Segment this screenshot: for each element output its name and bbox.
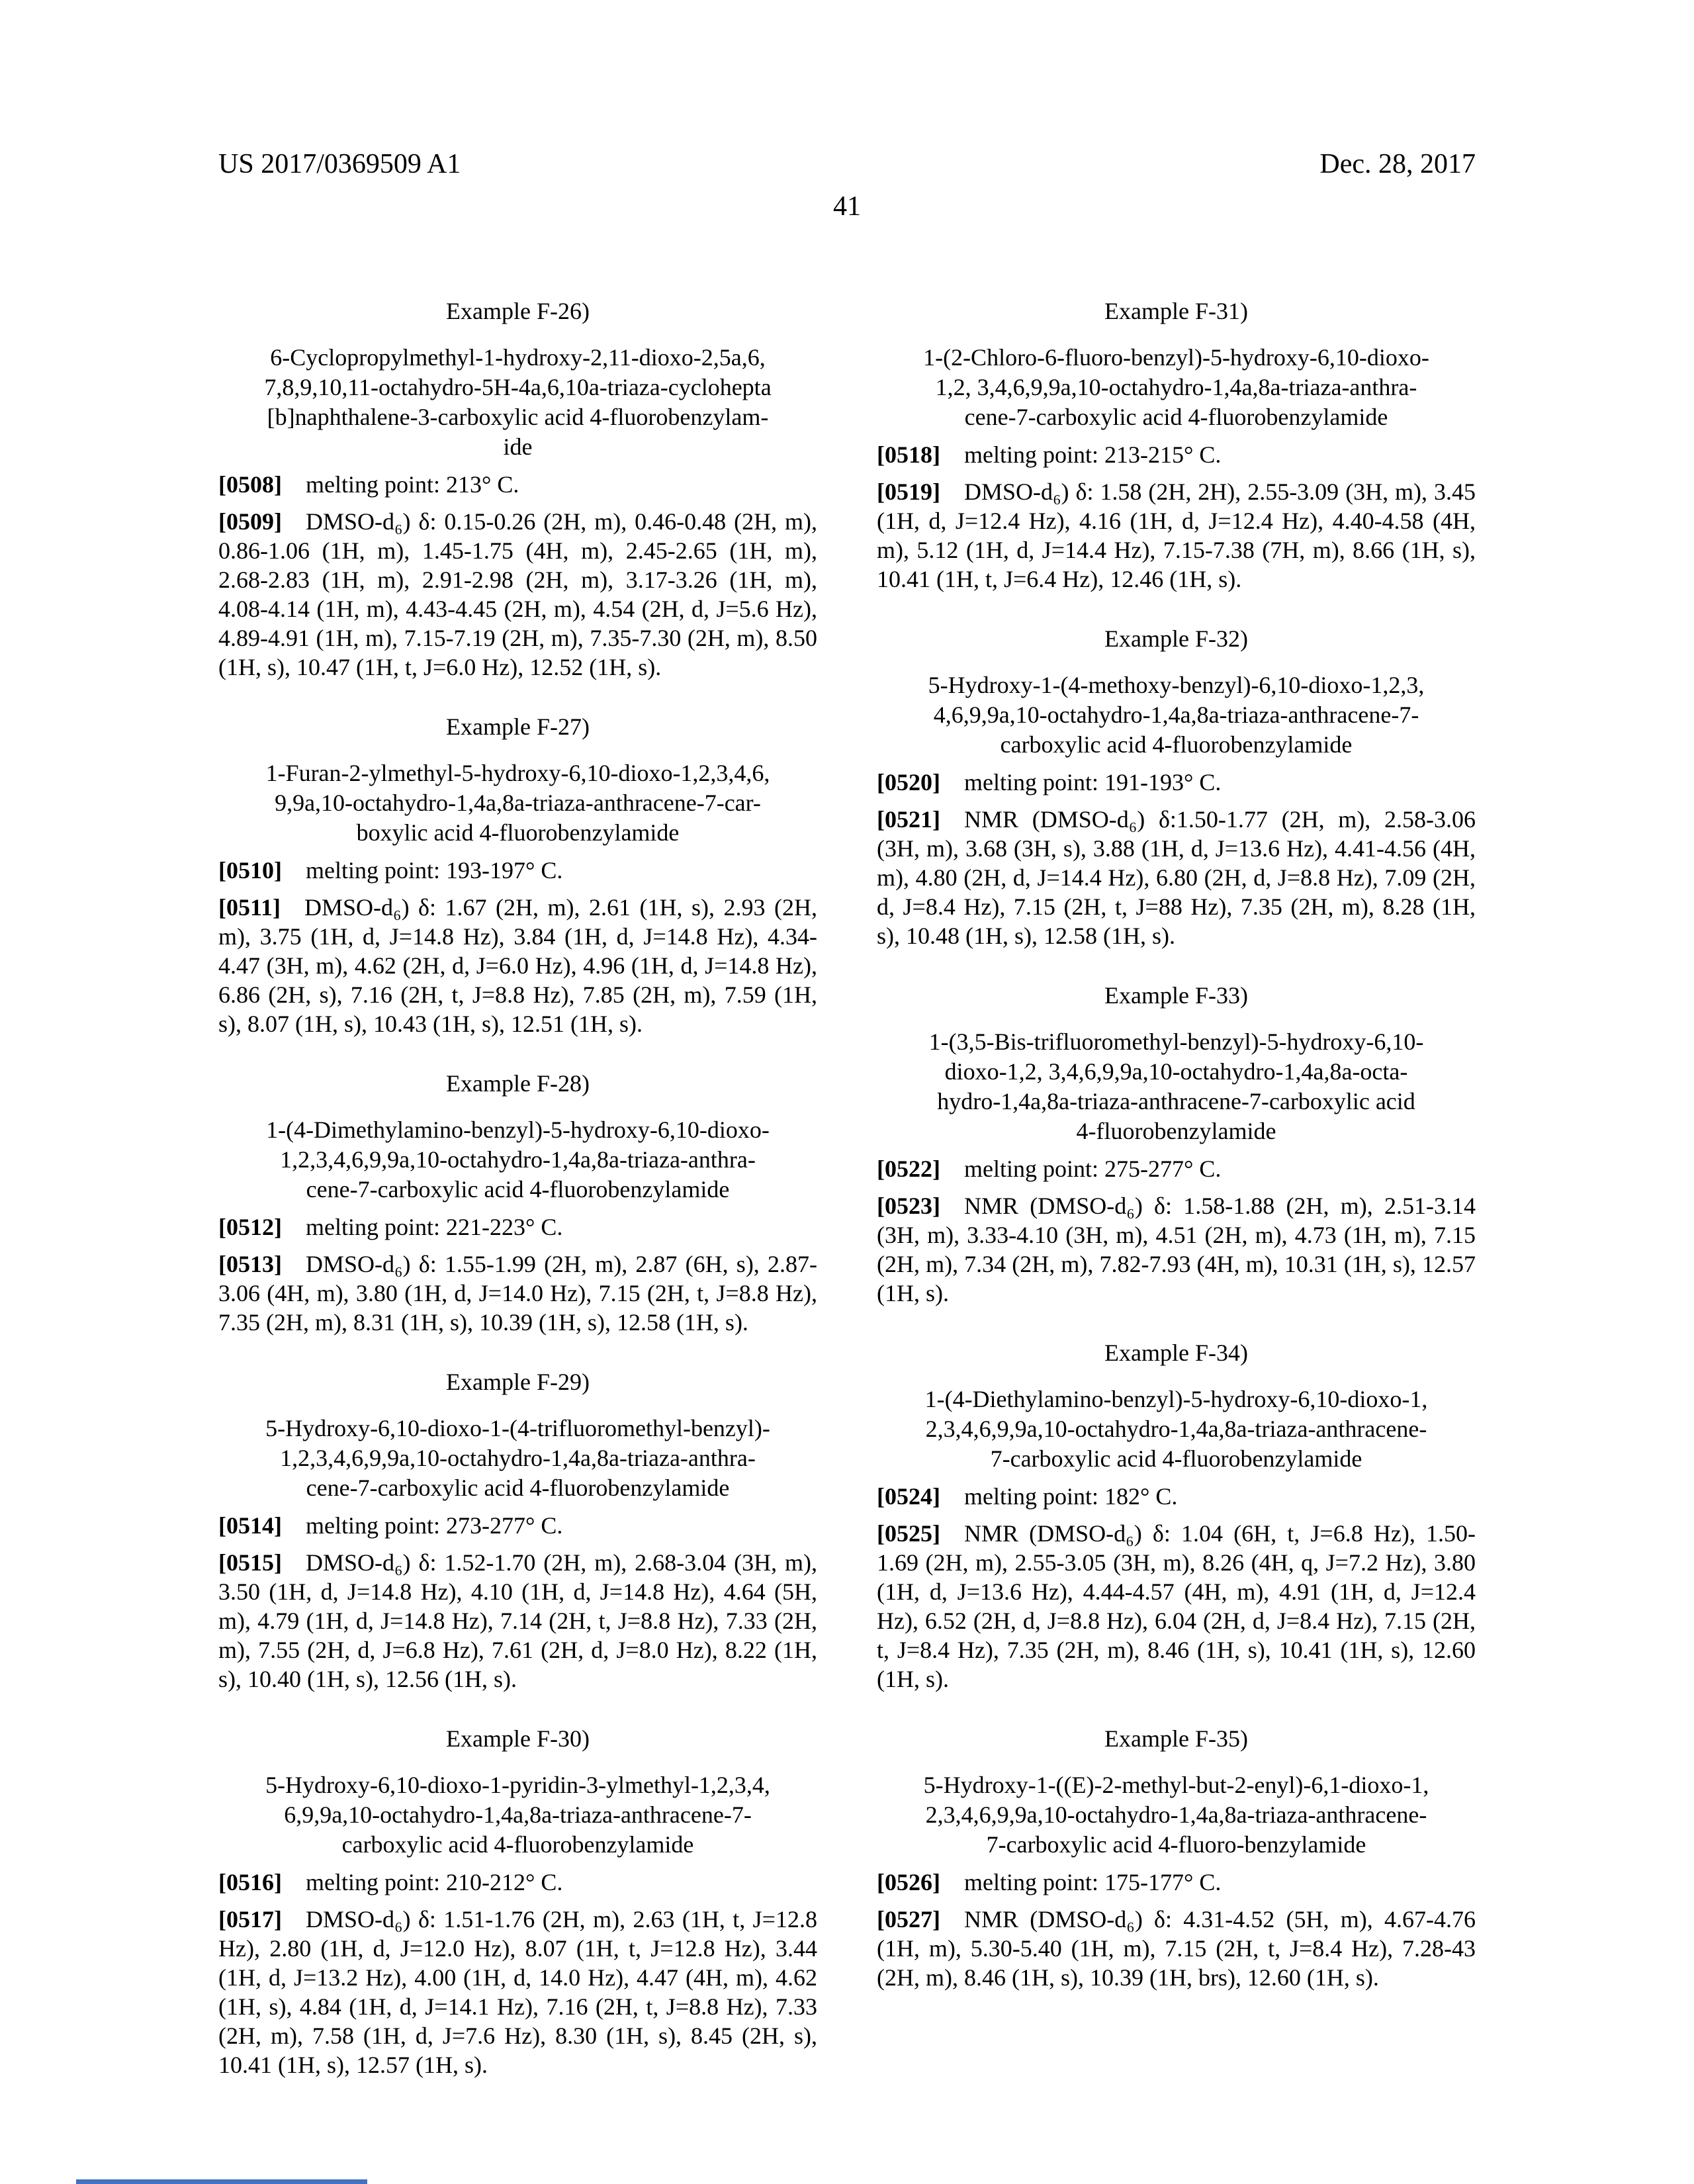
- paragraph-number-tag: [0519]: [877, 478, 940, 505]
- paragraph-number-tag: [0520]: [877, 769, 940, 796]
- paragraph-number-tag: [0511]: [218, 894, 281, 921]
- example-section: [877, 1338, 1476, 1694]
- paragraph-text: NMR (DMSO-d₆) δ:1.50-1.77 (2H, m), 2.58-3.06 (3H, m), 3.68 (3H, s), 3.88 (1H, d, J=13.6 Hz), 4.41-4.56 (4H, m), 4.80 (2H, d, J=14.4 Hz), 6.80 (2H, d, J=8.8 Hz), 7.09 (2H, d, J=8.4 Hz), 7.15 (2H, t, J=88 Hz), 7.35 (2H, m), 8.28 (1H, s), 10.48 (1H, s), 12.58 (1H, s).: [877, 806, 1476, 949]
- example-body: [877, 1482, 1476, 1694]
- text-columns: [218, 296, 1476, 2079]
- paragraph: [218, 893, 817, 1038]
- page-number: 41: [833, 191, 861, 222]
- paragraph-number-tag: [0523]: [877, 1193, 940, 1219]
- paragraph: [218, 1212, 817, 1242]
- paragraph-number-tag: [0522]: [877, 1156, 940, 1182]
- publication-date: Dec. 28, 2017: [1319, 149, 1476, 179]
- paragraph: [877, 1519, 1476, 1694]
- example-heading: Example F-35): [1104, 1725, 1248, 1752]
- example-body: [218, 856, 817, 1038]
- compound-name: 6-Cyclopropylmethyl-1-hydroxy-2,11-dioxo-2,5a,6, 7,8,9,10,11-octahydro-5H-4a,6,10a-triaza-cyclohepta [b]naphthalene-3-carboxylic acid 4-fluorobenzylam- ide: [264, 344, 772, 460]
- paragraph-number-tag: [0517]: [218, 1906, 282, 1933]
- example-section: [877, 1724, 1476, 1992]
- paragraph-number-tag: [0521]: [877, 806, 940, 833]
- paragraph-text: DMSO-d₆) δ: 1.67 (2H, m), 2.61 (1H, s), 2.93 (2H, m), 3.75 (1H, d, J=14.8 Hz), 3.84 (1H, d, J=14.8 Hz), 4.34-4.47 (3H, m), 4.62 (2H, d, J=6.0 Hz), 4.96 (1H, d, J=14.8 Hz), 6.86 (2H, s), 7.16 (2H, t, J=8.8 Hz), 7.85 (2H, m), 7.59 (1H, s), 8.07 (1H, s), 10.43 (1H, s), 12.51 (1H, s).: [218, 894, 817, 1037]
- paragraph-text: melting point: 210-212° C.: [305, 1869, 563, 1895]
- example-body: [218, 1868, 817, 2079]
- paragraph-text: NMR (DMSO-d₆) δ: 1.58-1.88 (2H, m), 2.51-3.14 (3H, m), 3.33-4.10 (3H, m), 4.51 (2H, m), 4.73 (1H, m), 7.15 (2H, m), 7.34 (2H, m), 7.82-7.93 (4H, m), 10.31 (1H, s), 12.57 (1H, s).: [877, 1193, 1476, 1306]
- paragraph-number-tag: [0509]: [218, 508, 282, 535]
- compound-name: 1-(4-Diethylamino-benzyl)-5-hydroxy-6,10-dioxo-1, 2,3,4,6,9,9a,10-octahydro-1,4a,8a-triaza-anthracene- 7-carboxylic acid 4-fluorobenzylamide: [924, 1386, 1428, 1472]
- paragraph: [877, 1905, 1476, 1992]
- paragraph-number-tag: [0525]: [877, 1520, 940, 1547]
- paragraph-number-tag: [0510]: [218, 857, 282, 884]
- paragraph-number-tag: [0526]: [877, 1869, 940, 1895]
- paragraph: [877, 1868, 1476, 1897]
- paragraph-number-tag: [0527]: [877, 1906, 940, 1933]
- example-section: [877, 624, 1476, 950]
- paragraph-number-tag: [0515]: [218, 1549, 282, 1576]
- page-header: [218, 148, 1476, 180]
- paragraph: [218, 1250, 817, 1337]
- paragraph: [218, 1905, 817, 2079]
- paragraph-number-tag: [0516]: [218, 1869, 282, 1895]
- example-heading: Example F-32): [1104, 625, 1248, 652]
- example-body: [877, 768, 1476, 950]
- example-heading: Example F-34): [1104, 1340, 1248, 1366]
- compound-name: 1-(3,5-Bis-trifluoromethyl-benzyl)-5-hydroxy-6,10- dioxo-1,2, 3,4,6,9,9a,10-octahydro-1,4a,8a-octa- hydro-1,4a,8a-triaza-anthracene-7-carboxylic acid 4-fluorobenzylamide: [928, 1028, 1424, 1144]
- paragraph: [218, 1868, 817, 1897]
- patent-number: US 2017/0369509 A1: [218, 149, 461, 179]
- example-body: [877, 440, 1476, 594]
- paragraph-text: NMR (DMSO-d₆) δ: 1.04 (6H, t, J=6.8 Hz), 1.50-1.69 (2H, m), 2.55-3.05 (3H, m), 8.26 (4H, q, J=7.2 Hz), 3.80 (1H, d, J=13.6 Hz), 4.44-4.57 (4H, m), 4.91 (1H, d, J=12.4 Hz), 6.52 (2H, d, J=8.8 Hz), 6.04 (2H, d, J=8.4 Hz), 7.15 (2H, t, J=8.4 Hz), 7.35 (2H, m), 8.46 (1H, s), 10.41 (1H, s), 12.60 (1H, s).: [877, 1520, 1476, 1692]
- compound-name: 1-(4-Dimethylamino-benzyl)-5-hydroxy-6,10-dioxo- 1,2,3,4,6,9,9a,10-octahydro-1,4a,8a-triaza-anthra- cene-7-carboxylic acid 4-fluorobenzylamide: [266, 1116, 770, 1203]
- example-section: [218, 296, 817, 682]
- paragraph: [877, 805, 1476, 950]
- compound-name: 1-(2-Chloro-6-fluoro-benzyl)-5-hydroxy-6,10-dioxo- 1,2, 3,4,6,9,9a,10-octahydro-1,4a,8a-triaza-anthra- cene-7-carboxylic acid 4-fluorobenzylamide: [923, 344, 1429, 430]
- example-body: [218, 1511, 817, 1694]
- paragraph-number-tag: [0508]: [218, 471, 282, 498]
- paragraph-number-tag: [0518]: [877, 441, 940, 468]
- column-right: [877, 296, 1476, 1992]
- paragraph-text: melting point: 273-277° C.: [305, 1512, 563, 1539]
- paragraph-text: melting point: 213-215° C.: [963, 441, 1222, 468]
- paragraph-text: melting point: 182° C.: [963, 1483, 1178, 1510]
- example-heading: Example F-28): [446, 1070, 590, 1097]
- paragraph-text: NMR (DMSO-d₆) δ: 4.31-4.52 (5H, m), 4.67-4.76 (1H, m), 5.30-5.40 (1H, m), 7.15 (2H, t, J=8.4 Hz), 7.28-43 (2H, m), 8.46 (1H, s), 10.39 (1H, brs), 12.60 (1H, s).: [877, 1906, 1476, 1991]
- paragraph-text: melting point: 193-197° C.: [305, 857, 563, 884]
- example-section: [218, 1367, 817, 1694]
- paragraph: [877, 1482, 1476, 1511]
- example-section: [218, 712, 817, 1038]
- compound-name: 5-Hydroxy-6,10-dioxo-1-(4-trifluoromethyl-benzyl)- 1,2,3,4,6,9,9a,10-octahydro-1,4a,8a-triaza-anthra- cene-7-carboxylic acid 4-fluorobenzylamide: [265, 1415, 770, 1501]
- paragraph: [877, 477, 1476, 594]
- paragraph-text: DMSO-d₆) δ: 1.58 (2H, 2H), 2.55-3.09 (3H, m), 3.45 (1H, d, J=12.4 Hz), 4.16 (1H, d, J=12.4 Hz), 4.40-4.58 (4H, m), 5.12 (1H, d, J=14.4 Hz), 7.15-7.38 (7H, m), 8.66 (1H, s), 10.41 (1H, t, J=6.4 Hz), 12.46 (1H, s).: [877, 478, 1476, 592]
- paragraph-text: melting point: 221-223° C.: [305, 1214, 563, 1240]
- paragraph-text: DMSO-d₆) δ: 1.52-1.70 (2H, m), 2.68-3.04 (3H, m), 3.50 (1H, d, J=14.8 Hz), 4.10 (1H, d, J=14.8 Hz), 4.64 (5H, m), 4.79 (1H, d, J=14.8 Hz), 7.14 (2H, t, J=8.8 Hz), 7.33 (2H, m), 7.55 (2H, d, J=6.8 Hz), 7.61 (2H, d, J=8.0 Hz), 8.22 (1H, s), 10.40 (1H, s), 12.56 (1H, s).: [218, 1549, 817, 1692]
- example-section: [877, 296, 1476, 594]
- compound-name: 5-Hydroxy-1-(4-methoxy-benzyl)-6,10-dioxo-1,2,3, 4,6,9,9a,10-octahydro-1,4a,8a-triaza-anthracene-7- carboxylic acid 4-fluorobenzylamide: [928, 672, 1425, 758]
- column-left: [218, 296, 817, 2079]
- example-section: [218, 1724, 817, 2079]
- example-body: [877, 1154, 1476, 1308]
- paragraph-text: melting point: 213° C.: [305, 471, 519, 498]
- paragraph-text: DMSO-d₆) δ: 1.51-1.76 (2H, m), 2.63 (1H, t, J=12.8 Hz), 2.80 (1H, d, J=12.0 Hz), 8.07 (1H, t, J=12.8 Hz), 3.44 (1H, d, J=13.2 Hz), 4.00 (1H, d, 14.0 Hz), 4.47 (4H, m), 4.62 (1H, s), 4.84 (1H, d, J=14.1 Hz), 7.16 (2H, t, J=8.8 Hz), 7.33 (2H, m), 7.58 (1H, d, J=7.6 Hz), 8.30 (1H, s), 8.45 (2H, s), 10.41 (1H, s), 12.57 (1H, s).: [218, 1906, 817, 2078]
- example-section: [218, 1069, 817, 1337]
- paragraph: [877, 1154, 1476, 1183]
- example-body: [218, 470, 817, 682]
- example-body: [218, 1212, 817, 1337]
- example-heading: Example F-29): [446, 1369, 590, 1395]
- example-heading: Example F-33): [1104, 982, 1248, 1009]
- compound-name: 5-Hydroxy-1-((E)-2-methyl-but-2-enyl)-6,1-dioxo-1, 2,3,4,6,9,9a,10-octahydro-1,4a,8a-triaza-anthracene- 7-carboxylic acid 4-fluoro-benzylamide: [923, 1772, 1429, 1858]
- paragraph: [218, 1511, 817, 1540]
- paragraph-number-tag: [0513]: [218, 1251, 282, 1277]
- paragraph-text: melting point: 191-193° C.: [963, 769, 1222, 796]
- example-heading: Example F-30): [446, 1725, 590, 1752]
- paragraph-text: DMSO-d₆) δ: 0.15-0.26 (2H, m), 0.46-0.48 (2H, m), 0.86-1.06 (1H, m), 1.45-1.75 (4H, m), 2.45-2.65 (1H, m), 2.68-2.83 (1H, m), 2.91-2.98 (2H, m), 3.17-3.26 (1H, m), 4.08-4.14 (1H, m), 4.43-4.45 (2H, m), 4.54 (2H, d, J=5.6 Hz), 4.89-4.91 (1H, m), 7.15-7.19 (2H, m), 7.35-7.30 (2H, m), 8.50 (1H, s), 10.47 (1H, t, J=6.0 Hz), 12.52 (1H, s).: [218, 508, 817, 680]
- compound-name: 5-Hydroxy-6,10-dioxo-1-pyridin-3-ylmethyl-1,2,3,4, 6,9,9a,10-octahydro-1,4a,8a-triaza-anthracene-7- carboxylic acid 4-fluorobenzylamide: [265, 1772, 770, 1858]
- paragraph-text: melting point: 275-277° C.: [963, 1156, 1222, 1182]
- paragraph: [218, 507, 817, 682]
- paragraph-number-tag: [0524]: [877, 1483, 940, 1510]
- example-body: [877, 1868, 1476, 1992]
- example-heading: Example F-31): [1104, 298, 1248, 324]
- paragraph: [218, 1548, 817, 1694]
- example-heading: Example F-27): [446, 713, 590, 740]
- paragraph: [218, 470, 817, 499]
- compound-name: 1-Furan-2-ylmethyl-5-hydroxy-6,10-dioxo-1,2,3,4,6, 9,9a,10-octahydro-1,4a,8a-triaza-anthracene-7-car- boxylic acid 4-fluorobenzylamide: [265, 760, 770, 846]
- bottom-blue-bar: [76, 2179, 367, 2184]
- paragraph: [877, 440, 1476, 469]
- paragraph-number-tag: [0512]: [218, 1214, 282, 1240]
- paragraph-text: DMSO-d₆) δ: 1.55-1.99 (2H, m), 2.87 (6H, s), 2.87-3.06 (4H, m), 3.80 (1H, d, J=14.0 Hz), 7.15 (2H, t, J=8.8 Hz), 7.35 (2H, m), 8.31 (1H, s), 10.39 (1H, s), 12.58 (1H, s).: [218, 1251, 817, 1336]
- example-heading: Example F-26): [446, 298, 590, 324]
- example-section: [877, 981, 1476, 1308]
- paragraph: [218, 856, 817, 885]
- paragraph: [877, 768, 1476, 797]
- paragraph-number-tag: [0514]: [218, 1512, 282, 1539]
- paragraph-text: melting point: 175-177° C.: [963, 1869, 1222, 1895]
- paragraph: [877, 1191, 1476, 1308]
